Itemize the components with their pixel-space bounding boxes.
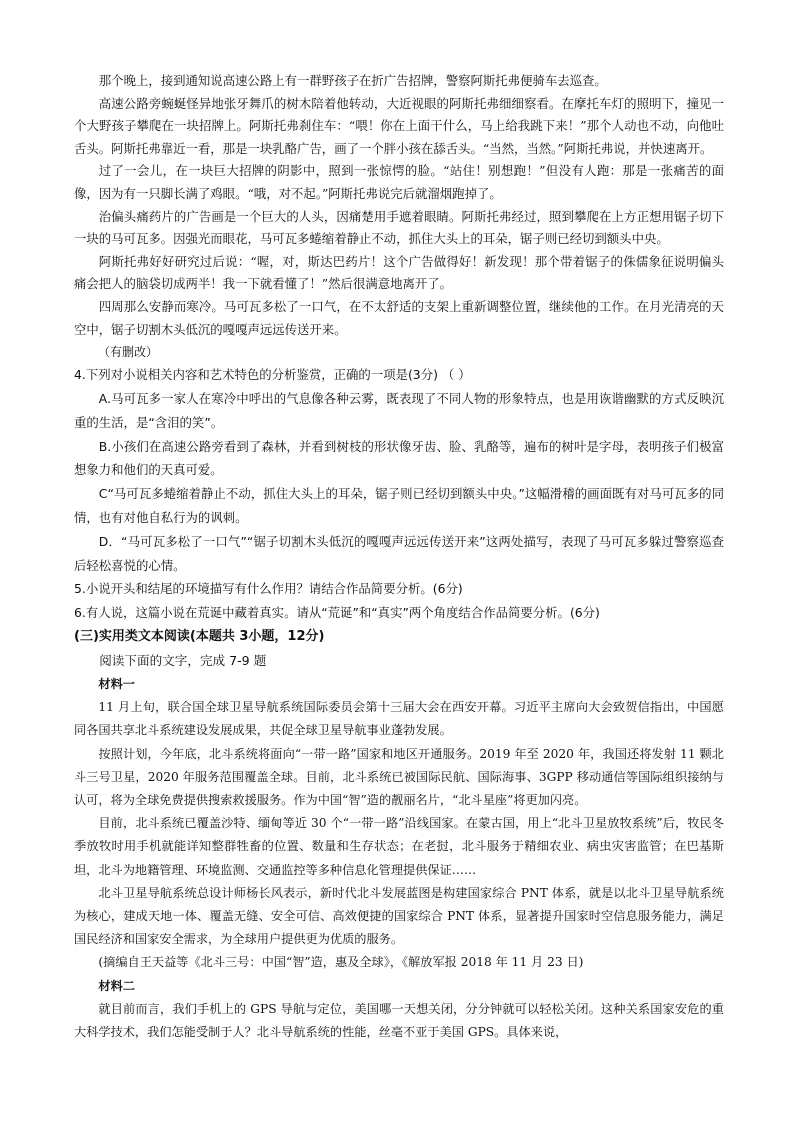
story-excerpt — [74, 70, 724, 363]
section-title: (三)实用类文本阅读(本题共 3小题，12分) — [74, 628, 325, 644]
question-4-option-a: A.马可瓦多一家人在寒冷中呼出的气息像各种云雾，既表现了不同人物的形象特点，也是用诙谐幽默的方式反映沉重的生活，是“含泪的笑”。 — [74, 390, 724, 430]
material-2 — [74, 975, 724, 1045]
material-paragraph: 11 月上旬，联合国全球卫星导航系统国际委员会第十三届大会在西安开幕。习近平主席向大会致贺信指出，中国愿同各国共享北斗系统建设发展成果，共促全球卫星导航事业蓬勃发展。 — [74, 700, 724, 738]
material-paragraph: 按照计划，今年底，北斗系统将面向“一带一路”国家和地区开通服务。2019 年至 2020 年，我国还将发射 11 颗北斗三号卫星，2020 年服务范围覆盖全球。目前，北斗系统已被国际民航、国际海事、3GPP 移动通信等国际组织接纳与认可，将为全球免费提供搜索救援服务。作为中国“智”造的靓丽名片，“北斗星座”将更加闪亮。 — [74, 746, 724, 807]
question-4-option-d: D．“马可瓦多松了一口气”“锯子切割木头低沉的嘎嘎声远远传送开来”这两处描写，表现了马可瓦多躲过警察巡查后轻松喜悦的心情。 — [74, 533, 724, 573]
material-1 — [74, 673, 724, 975]
material-source: (摘编自王天益等《北斗三号：中国“智”造，惠及全球》，《解放军报 2018 年 11 月 23 日) — [98, 955, 584, 970]
material-heading: 材料一 — [98, 676, 135, 691]
section-instruction: 阅读下面的文字，完成 7-9 题 — [99, 652, 267, 668]
section-3 — [74, 625, 724, 1044]
edit-note: （有删改） — [98, 345, 159, 360]
question-4-option-b: B.小孩们在高速公路旁看到了森林，并看到树枝的形状像牙齿、脸、乳酪等，遍布的树叶是字母，表明孩子们极富想象力和他们的天真可爱。 — [74, 438, 724, 478]
material-paragraph: 北斗卫星导航系统总设计师杨长风表示，新时代北斗发展蓝图是构建国家综合 PNT 体系，就是以北斗卫星导航系统为核心，建成天地一体、覆盖无缝、安全可信、高效便捷的国家综合 PNT 体系，显著提升国家时空信息服务能力，满足国民经济和国家安全需求，为全球用户提供更为优质的服务。 — [74, 885, 724, 947]
question-block — [74, 363, 724, 625]
story-paragraph: 那个晚上，接到通知说高速公路上有一群野孩子在折广告招牌，警察阿斯托弗便骑车去巡查。 — [98, 73, 607, 88]
question-6: 6.有人说，这篇小说在荒诞中藏着真实。请从“荒诞”和“真实”两个角度结合作品简要分析。(6分) — [74, 605, 600, 621]
question-5: 5.小说开头和结尾的环境描写有什么作用？请结合作品简要分析。(6分) — [74, 581, 463, 597]
material-paragraph: 就目前而言，我们手机上的 GPS 导航与定位，美国哪一天想关闭，分分钟就可以轻松关闭。这种关系国家安危的重大科学技术，我们怎能受制于人？北斗导航系统的性能，丝毫不亚于美国 GPS。具体来说， — [74, 1001, 724, 1039]
story-paragraph: 过了一会儿，在一块巨大招牌的阴影中，照到一张惊愕的脸。“站住！别想跑！”但没有人跑：那是一张痛苦的面像，因为有一只脚长满了鸡眼。“哦，对不起。”阿斯托弗说完后就溜烟跑掉了。 — [74, 163, 724, 201]
story-paragraph: 治偏头痛药片的广告画是一个巨大的人头，因痛楚用手遮着眼睛。阿斯托弗经过，照到攀爬在上方正想用锯子切下一块的马可瓦多。因强光而眼花，马可瓦多蜷缩着静止不动，抓住大头上的耳朵，锯子则已经切到额头中央。 — [74, 208, 724, 247]
question-4-option-c: C“马可瓦多蜷缩着静止不动，抓住大头上的耳朵，锯子则已经切到额头中央。”这幅滑稽的画面既有对马可瓦多的同情，也有对他自私行为的讽刺。 — [74, 486, 724, 525]
material-paragraph: 目前，北斗系统已覆盖沙特、缅甸等近 30 个“一带一路”沿线国家。在蒙古国，用上“北斗卫星放牧系统”后，牧民冬季放牧时用手机就能详知整群牲畜的位置、数量和生存状态；在老挝，北斗服务于精细农业、病虫灾害监管；在巴基斯坦，北斗为地籍管理、环境监测、交通监控等多种信息化管理提供保证…… — [74, 816, 724, 877]
story-paragraph: 高速公路旁蜿蜒怪异地张牙舞爪的树木陪着他转动，大近视眼的阿斯托弗细细察看。在摩托车灯的照明下，撞见一个大野孩子攀爬在一块招牌上。阿斯托弗刹住车：“喂！你在上面干什么，马上给我跳下来！”那个人动也不动，向他吐舌头。阿斯托弗靠近一看，那是一块乳酪广告，画了一个胖小孩在舔舌头。“当然，当然。”阿斯托弗说，并快速离开。 — [74, 95, 724, 156]
question-4-stem: 4.下列对小说相关内容和艺术特色的分析鉴赏，正确的一项是(3分) （ ） — [74, 367, 471, 383]
material-heading: 材料二 — [98, 978, 135, 993]
story-paragraph: 四周那么安静而寒冷。马可瓦多松了一口气，在不太舒适的支架上重新调整位置，继续他的工作。在月光清亮的天空中，锯子切割木头低沉的嘎嘎声远远传送开来。 — [74, 298, 724, 337]
document-page — [74, 70, 724, 1044]
story-paragraph: 阿斯托弗好好研究过后说：“喔，对，斯达巴药片！这个广告做得好！新发现！那个带着锯子的侏儒象征说明偏头痛会把人的脑袋切成两半！我一下就看懂了！”然后很满意地离开了。 — [74, 253, 724, 292]
